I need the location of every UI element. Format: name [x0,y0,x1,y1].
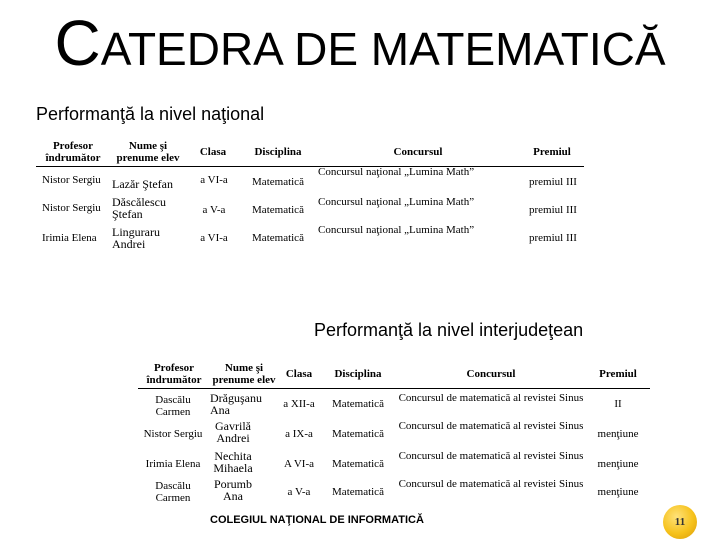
page-number: 11 [674,516,686,528]
national-header-discipline: Disciplina [254,146,302,158]
table-cell: Nistor Sergiu [42,202,101,214]
table-cell: a XII-a [283,398,315,410]
inter-header-contest: Concursul [466,368,516,380]
national-header-contest: Concursul [393,146,443,158]
table-cell: Matematică [332,428,384,440]
table-cell: premiul III [529,204,577,216]
table-cell: a IX-a [285,428,313,440]
national-header-student: Nume şi prenume elev [116,140,180,164]
table-cell: Concursul de matematică al revistei Sinus [398,450,584,462]
table-cell: Concursul de matematică al revistei Sinus [398,392,584,404]
table-cell: Concursul naţional „Lumina Math” [318,196,475,208]
table-cell: Gavrilă Andrei [215,419,251,445]
inter-header-professor: Profesor îndrumător [146,362,202,386]
national-header-prize: Premiul [533,146,571,158]
page-number-badge [663,505,697,539]
table-cell: Lazăr Ştefan [112,177,173,191]
national-header-professor: Profesor îndrumător [45,140,101,164]
table-cell: a V-a [202,204,226,216]
table-cell: Dascălu Carmen [155,394,191,418]
table-cell: Dascălu Carmen [155,480,191,504]
table-cell: a V-a [287,486,311,498]
interjudetean-performance-heading: Performanţă la nivel interjudeţean [314,320,584,340]
table-cell: Nechita Mihaela [213,449,253,475]
inter-header-prize: Premiul [599,368,637,380]
table-cell: A VI-a [283,458,315,470]
table-cell: a VI-a [200,232,228,244]
table-cell: menţiune [597,486,639,498]
inter-header-class: Clasa [285,368,313,380]
table-cell: Nistor Sergiu [42,174,101,186]
inter-header-discipline: Disciplina [334,368,382,380]
table-cell: Matematică [252,204,304,216]
table-cell: Concursul de matematică al revistei Sinus [398,478,584,490]
footer-institution: COLEGIUL NAŢIONAL DE INFORMATICĂ [210,514,424,526]
table-cell: Irimia Elena [145,458,201,470]
national-header-class: Clasa [199,146,227,158]
inter-header-rule [138,388,650,389]
inter-header-student: Nume şi prenume elev [212,362,276,386]
table-cell: Concursul de matematică al revistei Sinus [398,420,584,432]
table-cell: Matematică [332,398,384,410]
table-cell: a VI-a [200,174,228,186]
national-performance-heading: Performanţă la nivel naţional [36,104,265,124]
table-cell: Matematică [332,458,384,470]
table-cell: Matematică [252,176,304,188]
table-cell: Irimia Elena [42,232,97,244]
table-cell: premiul III [529,176,577,188]
table-cell: II [614,398,622,410]
table-cell: Nistor Sergiu [143,428,203,440]
table-cell: Concursul naţional „Lumina Math” [318,224,475,236]
table-cell: Dăscălescu Ştefan [112,195,166,221]
table-cell: Concursul naţional „Lumina Math” [318,166,475,178]
table-cell: menţiune [597,458,639,470]
table-cell: Porumb Ana [213,477,252,503]
table-cell: menţiune [597,428,639,440]
table-cell: Drăguşanu Ana [210,391,262,417]
table-cell: premiul III [529,232,577,244]
slide-title-initial: C [54,7,101,79]
slide-title [0,8,720,84]
table-cell: Matematică [252,232,304,244]
slide-title-rest: ATEDRA DE MATEMATICĂ [100,23,666,75]
table-cell: Matematică [332,486,384,498]
table-cell: Linguraru Andrei [112,225,160,251]
